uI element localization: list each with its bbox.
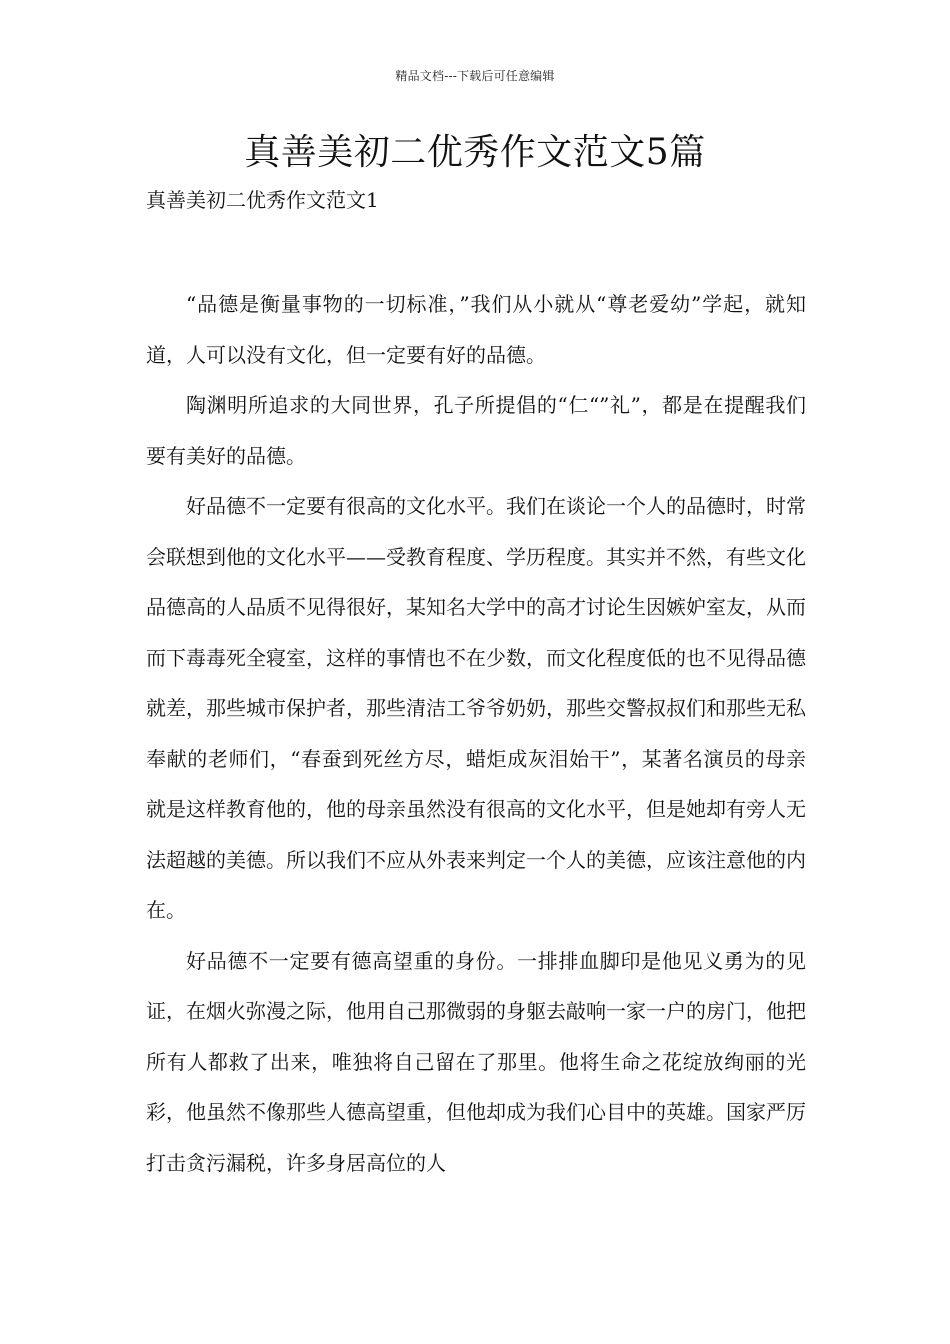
- paragraph-1: “品德是衡量事物的一切标准，”我们从小就从“尊老爱幼”学起，就知道，人可以没有文化，但一定要有好的品德。: [146, 292, 806, 367]
- document-title: 真善美初二优秀作文范文5篇: [244, 132, 706, 173]
- article-body: [146, 279, 806, 1188]
- paragraph-3: 好品德不一定要有很高的文化水平。我们在谈论一个人的品德时，时常会联想到他的文化水平——受教育程度、学历程度。其实并不然，有些文化品德高的人品质不见得很好，某知名大学中的高才讨论生因嫉妒室友，从而而下毒毒死全寝室，这样的事情也不在少数，而文化程度低的也不见得品德就差，那些城市保护者，那些清洁工爷爷奶奶，那些交警叔叔们和那些无私奉献的老师们，“春蚕到死丝方尽，蜡炬成灰泪始干”，某著名演员的母亲就是这样教育他的，他的母亲虽然没有很高的文化水平，但是她却有旁人无法超越的美德。所以我们不应从外表来判定一个人的美德，应该注意他的内在。: [146, 494, 806, 922]
- paragraph-4: 好品德不一定要有德高望重的身份。一排排血脚印是他见义勇为的见证，在烟火弥漫之际，他用自己那微弱的身躯去敲响一家一户的房门，他把所有人都救了出来，唯独将自己留在了那里。他将生命之花绽放绚丽的光彩，他虽然不像那些人德高望重，但他却成为我们心目中的英雄。国家严厉打击贪污漏税，许多身居高位的人: [146, 948, 806, 1175]
- paragraph-2: 陶渊明所追求的大同世界，孔子所提倡的“仁“”礼”，都是在提醒我们要有美好的品德。: [146, 393, 806, 468]
- section-subtitle: 真善美初二优秀作文范文1: [146, 188, 379, 212]
- header-note: 精品文档---下载后可任意编辑: [395, 69, 555, 83]
